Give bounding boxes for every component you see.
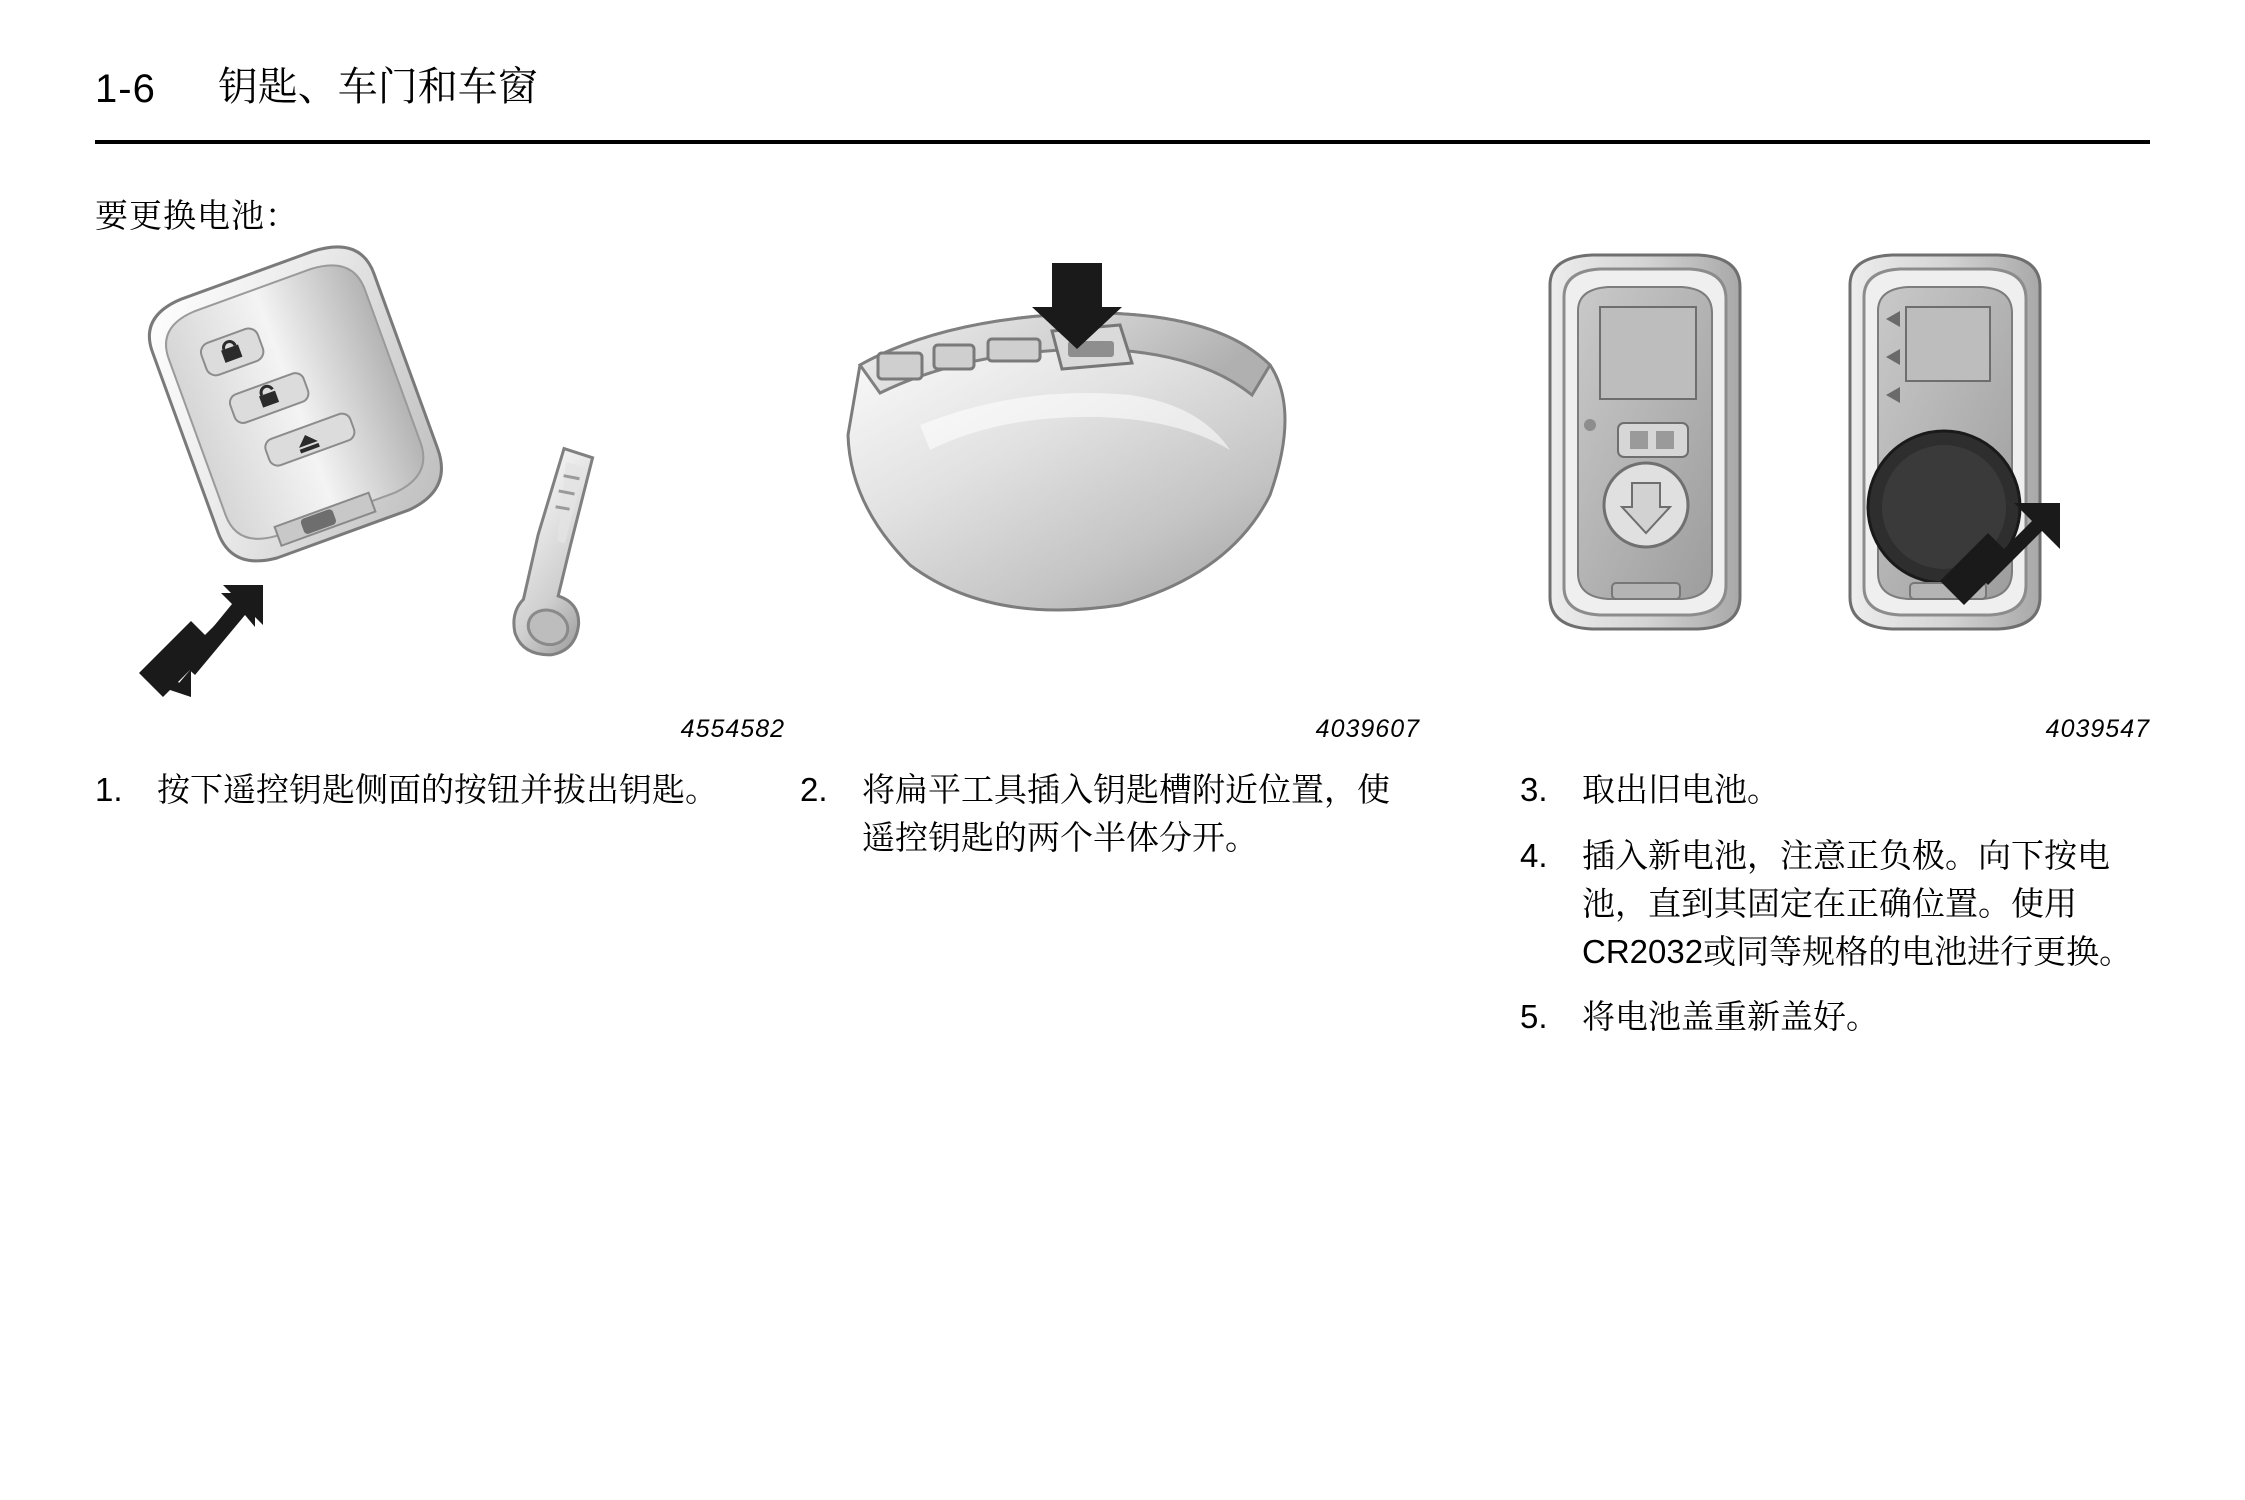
key-fob-split-illustration — [800, 245, 1420, 715]
step-item — [95, 766, 785, 814]
step-number: 5. — [1520, 998, 1548, 1036]
figure-id-label: 4554582 — [680, 715, 785, 743]
step-number: 4. — [1520, 836, 1548, 874]
column-2 — [800, 245, 1420, 880]
step-item — [1520, 993, 2150, 1041]
step-text: 将扁平工具插入钥匙槽附近位置，使遥控钥匙的两个半体分开。 — [862, 771, 1390, 856]
steps-list-column-3 — [1520, 766, 2150, 1041]
step-text: 插入新电池，注意正负极。向下按电池，直到其固定在正确位置。使用CR2032或同等规格的电池进行更换。 — [1582, 836, 2133, 970]
steps-list-column-2 — [800, 766, 1420, 862]
mechanical-key-illustration — [501, 449, 630, 664]
column-3 — [1520, 245, 2150, 1059]
fob-half-left — [1550, 255, 1740, 629]
release-button-arrow-icon — [139, 585, 263, 697]
key-fob-battery-figure — [1520, 245, 2150, 744]
figure-id-label: 4039607 — [1315, 715, 1420, 743]
key-fob-split-figure — [800, 245, 1420, 744]
step-text: 取出旧电池。 — [1582, 771, 1780, 808]
key-fob-release-button-figure — [95, 245, 785, 744]
header-divider — [95, 140, 2150, 144]
page-number: 1-6 — [95, 67, 156, 111]
column-1 — [95, 245, 785, 832]
step-number: 2. — [800, 771, 828, 808]
chapter-title: 钥匙、车门和车窗 — [217, 65, 538, 109]
fob-half-right — [1850, 255, 2040, 629]
step-item — [800, 766, 1420, 862]
key-fob-release-button-illustration — [95, 245, 785, 715]
step-text: 将电池盖重新盖好。 — [1582, 998, 1879, 1036]
step-number: 3. — [1520, 771, 1548, 808]
step-item — [1520, 832, 2150, 976]
figure-id-label: 4039547 — [2045, 715, 2150, 743]
step-number: 1. — [95, 771, 123, 808]
intro-text: 要更换电池： — [95, 197, 299, 234]
step-text: 按下遥控钥匙侧面的按钮并拔出钥匙。 — [157, 771, 718, 808]
steps-list-column-1 — [95, 766, 785, 814]
key-fob-battery-illustration — [1520, 245, 2150, 715]
step-item — [1520, 766, 2150, 814]
page-header — [95, 55, 2150, 112]
